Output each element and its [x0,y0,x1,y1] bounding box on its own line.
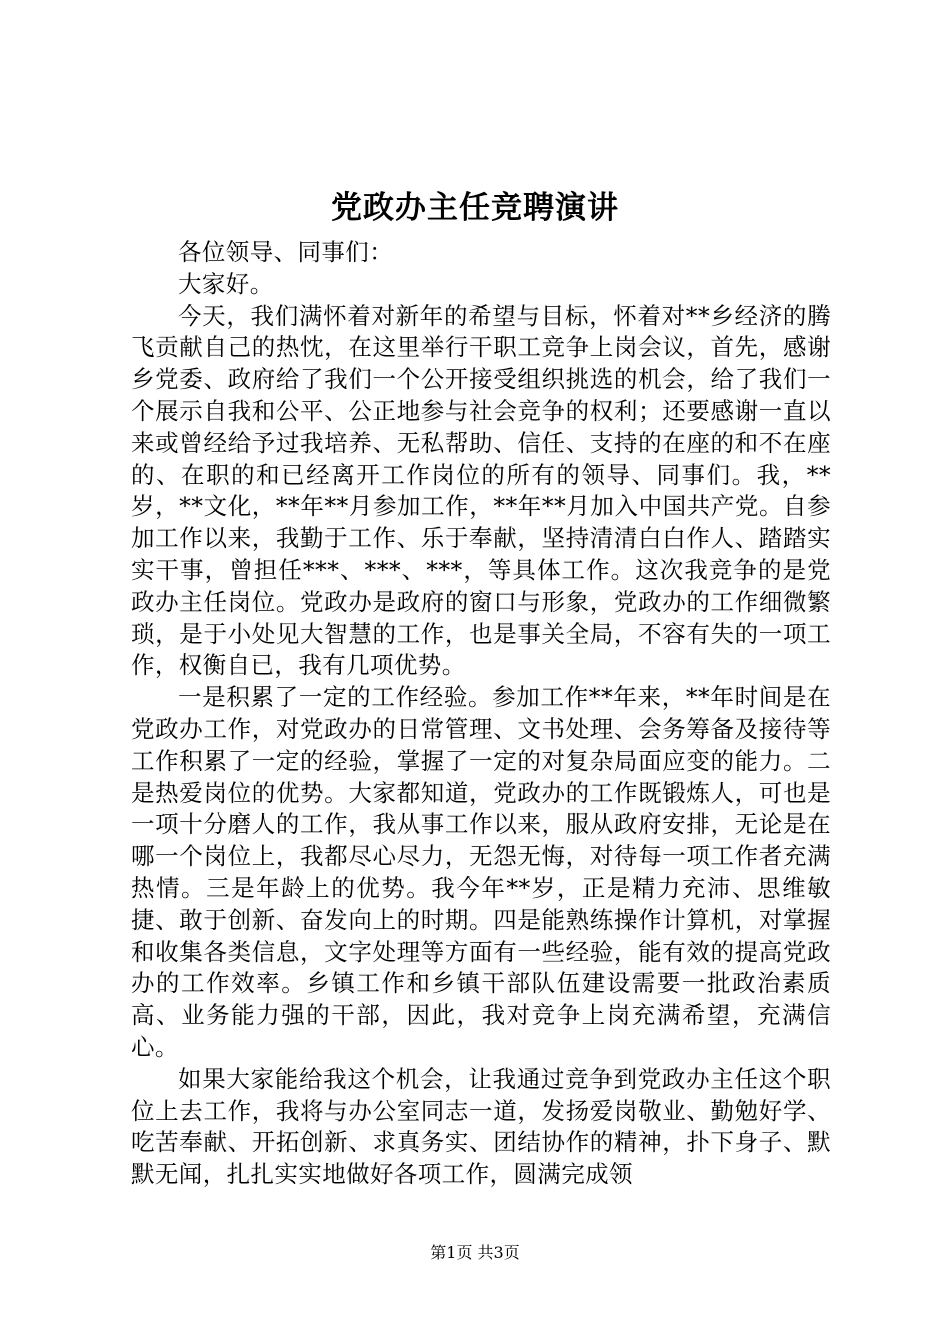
intro-paragraph: 今天，我们满怀着对新年的希望与目标，怀着对**乡经济的腾飞贡献自己的热忱，在这里举行干职工竞争上岗会议，首先，感谢乡党委、政府给了我们一个公开接受组织挑选的机会，给了我们一个展示自我和公平、公正地参与社会竞争的权利；还要感谢一直以来或曾经给予过我培养、无私帮助、信任、支持的在座的和不在座的、在职的和已经离开工作岗位的所有的领导、同事们。我，**岁，**文化，**年**月参加工作，**年**月加入中国共产党。自参加工作以来，我勤于工作、乐于奉献，坚持清清白白作人、踏踏实实干事，曾担任***、***、***，等具体工作。这次我竞争的是党政办主任岗位。党政办是政府的窗口与形象，党政办的工作细微繁琐，是于小处见大智慧的工作，也是事关全局，不容有失的一项工作，权衡自已，我有几项优势。 [131,301,831,680]
page-number-footer: 第1页 共3页 [430,1243,520,1262]
document-body [131,237,831,1191]
salutation-paragraph: 各位领导、同事们： [178,238,394,266]
greeting-paragraph: 大家好。 [178,269,274,298]
document-title: 党政办主任竞聘演讲 [331,190,619,226]
advantages-paragraph: 一是积累了一定的工作经验。参加工作**年来，**年时间是在党政办工作，对党政办的日常管理、文书处理、会务筹备及接待等工作积累了一定的经验，掌握了一定的对复杂局面应变的能力。二是热爱岗位的优势。大家都知道，党政办的工作既锻炼人，可也是一项十分磨人的工作，我从事工作以来，服从政府安排，无论是在哪一个岗位上，我都尽心尽力，无怨无悔，对待每一项工作者充满热情。三是年龄上的优势。我今年**岁，正是精力充沛、思维敏捷、敢于创新、奋发向上的时期。四是能熟练操作计算机，对掌握和收集各类信息，文字处理等方面有一些经验，能有效的提高党政办的工作效率。乡镇工作和乡镇干部队伍建设需要一批政治素质高、业务能力强的干部，因此，我对竞争上岗充满希望，充满信心。 [131,683,831,1061]
commitment-paragraph: 如果大家能给我这个机会，让我通过竞争到党政办主任这个职位上去工作，我将与办公室同志一道，发扬爱岗敬业、勤勉好学、吃苦奉献、开拓创新、求真务实、团结协作的精神，扑下身子、默默无闻，扎扎实实地做好各项工作，圆满完成领 [131,1064,831,1189]
